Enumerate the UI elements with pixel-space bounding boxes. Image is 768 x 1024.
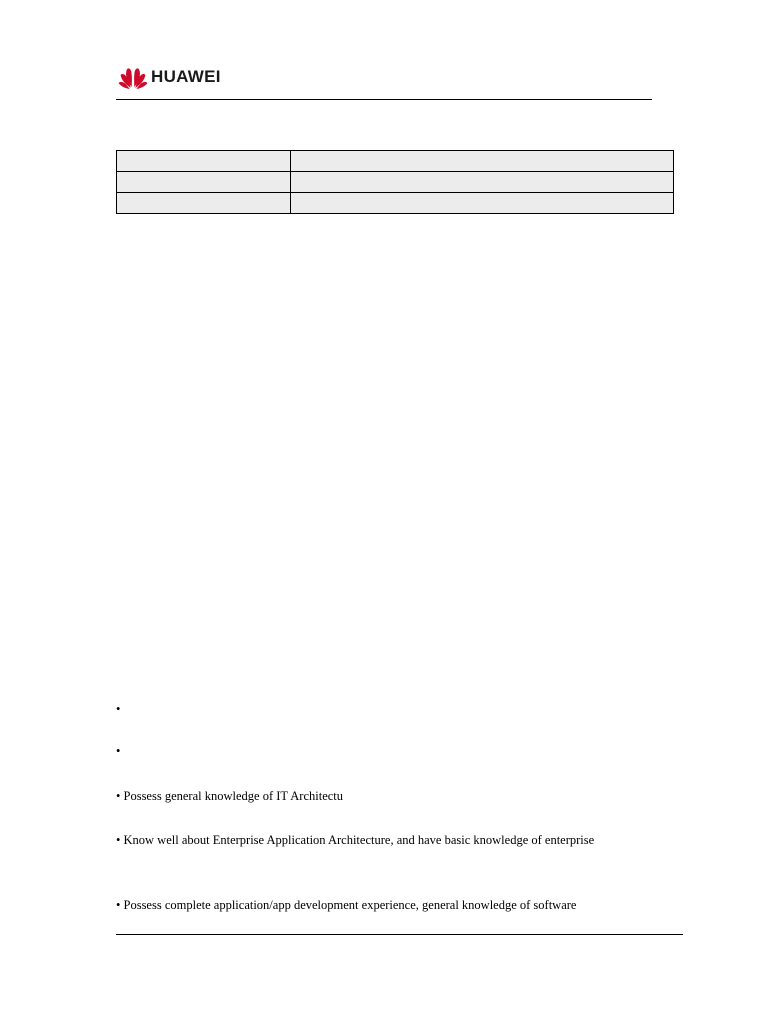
list-item: • [116, 744, 121, 758]
header-divider [116, 99, 652, 100]
table-cell-label [117, 151, 291, 172]
table-cell-value [291, 172, 674, 193]
document-header [118, 62, 221, 92]
table-cell-value [291, 151, 674, 172]
table-cell-label [117, 172, 291, 193]
list-item: • Possess complete application/app development experience, general knowledge of software [116, 898, 577, 912]
list-item: • [116, 702, 121, 716]
footer-divider [116, 934, 683, 935]
table-row [117, 172, 674, 193]
info-table [116, 150, 674, 214]
table-row [117, 151, 674, 172]
list-item: • Possess general knowledge of IT Architectu [116, 789, 344, 803]
table-row [117, 193, 674, 214]
huawei-logo-icon [118, 63, 148, 91]
huawei-logo-text: HUAWEI [151, 67, 221, 86]
table-cell-value [291, 193, 674, 214]
table-cell-label [117, 193, 291, 214]
list-item: • Know well about Enterprise Application Architecture, and have basic knowledge of enterprise [116, 833, 595, 847]
